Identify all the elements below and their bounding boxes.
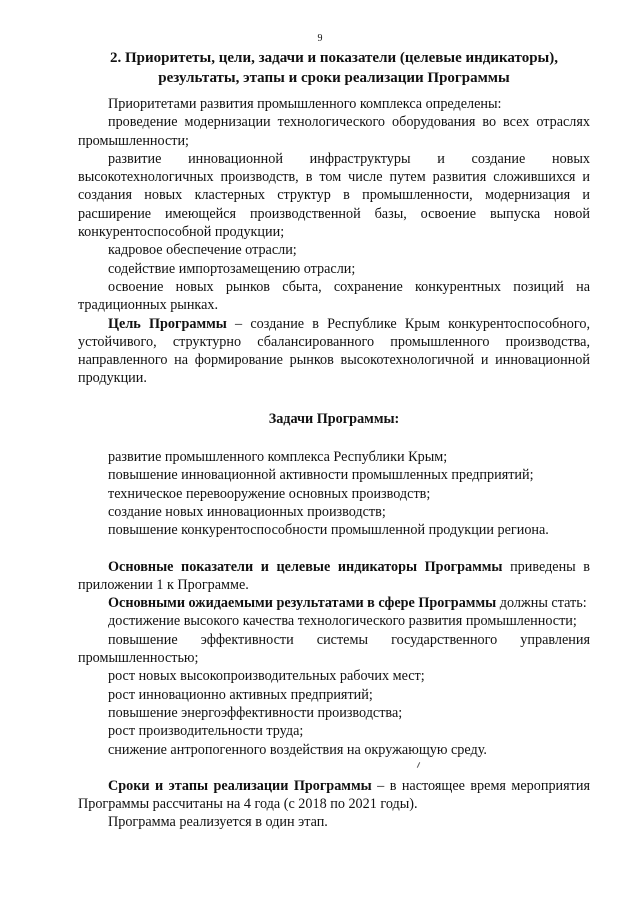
stage-paragraph: Программа реализуется в один этап. [108,814,328,831]
section-heading [78,48,590,88]
page-number: 9 [317,33,323,44]
goal-text: – создание в Республике Крым конкурентоспособного, устойчивого, структурно сбалансированного промышленного производства, направленного на формирование рынков высокотехнологичной и инновационной продукции. [78,315,590,387]
results-label: Основными ожидаемыми результатами в сфере Программы [108,595,497,612]
results-text: должны стать: [496,595,587,612]
goal-label: Цель Программы [108,315,227,332]
goal-paragraph [78,315,590,388]
result-item: рост новых высокопроизводительных рабочих мест; [108,668,425,685]
tasks-heading: Задачи Программы: [268,410,400,427]
results-paragraph [78,594,590,612]
timing-text: – в настоящее время мероприятия Программы рассчитаны на 4 года (с 2018 по 2021 годы). [78,777,590,813]
section-heading-line-1: 2. Приоритеты, цели, задачи и показатели (целевые индикаторы), [110,50,558,66]
result-item: рост инновационно активных предприятий; [108,686,373,703]
priority-item: содействие импортозамещению отрасли; [108,260,356,277]
result-item: рост производительности труда; [108,723,304,740]
task-item: повышение конкурентоспособности промышленной продукции региона. [108,522,549,539]
result-item: повышение эффективности системы государственного управления промышленностью; [78,631,590,667]
priority-item: кадровое обеспечение отрасли; [108,242,297,259]
result-item: повышение энергоэффективности производства; [108,704,403,721]
indicators-text: приведены в приложении 1 к Программе. [78,558,590,593]
priority-item: проведение модернизации технологического оборудования во всех отраслях промышленности; [78,114,590,149]
task-item: развитие промышленного комплекса Республики Крым; [108,449,448,466]
document-body [78,95,590,832]
result-item: достижение высокого качества технологического развития промышленности; [108,613,577,630]
priority-item: развитие инновационной инфраструктуры и создание новых высокотехнологичных производств, в том числе путем развития сложившихся и создания новых кластерных структур в промышленности, модернизация и расширение имеющейся производственной базы, освоение выпуска новой конкурентоспособной продукции; [78,150,590,241]
result-item: снижение антропогенного воздействия на окружающую среду. [108,741,487,758]
indicators-label: Основные показатели и целевые индикаторы Программы [108,558,503,575]
indicators-paragraph [78,558,590,595]
section-heading-line-2: результаты, этапы и сроки реализации Программы [158,70,510,86]
priorities-intro: Приоритетами развития промышленного комплекса определены: [108,96,502,112]
task-item: создание новых инновационных производств; [108,503,386,520]
timing-paragraph [78,777,590,814]
priority-item: освоение новых рынков сбыта, сохранение конкурентных позиций на традиционных рынках. [78,278,590,314]
timing-label: Сроки и этапы реализации Программы [108,777,372,794]
task-item: техническое перевооружение основных производств; [108,485,431,502]
task-item: повышение инновационной активности промышленных предприятий; [108,467,534,484]
